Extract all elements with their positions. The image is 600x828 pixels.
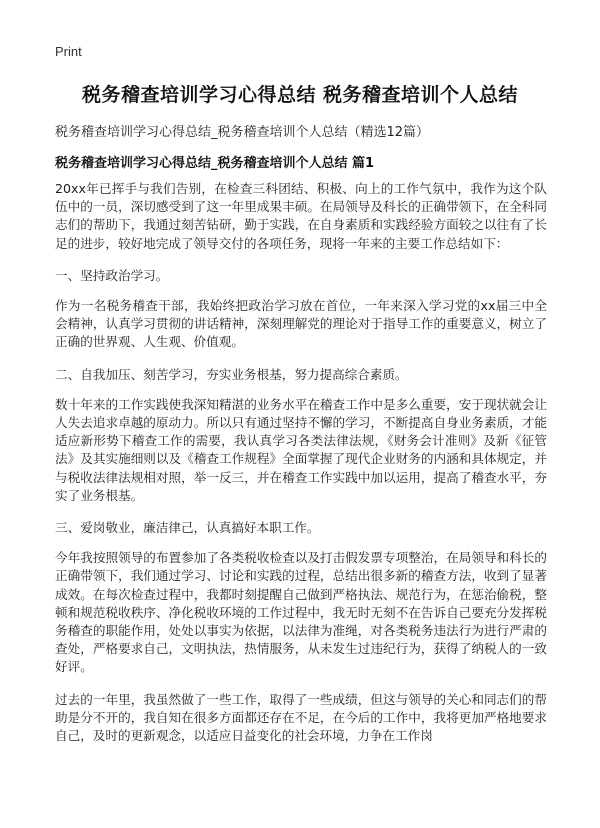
document-body [55, 180, 547, 759]
print-label[interactable]: Print [55, 44, 82, 59]
paragraph-business-study: 数十年来的工作实践使我深知精湛的业务水平在稽查工作中是多么重要，安于现状就会让人失去追求卓越的原动力。所以只有通过坚持不懈的学习，不断提高自身业务素质，才能适应新形势下稽查工作的需要，我认真学习各类法律法规，《财务会计准则》及新《征管法》及其实施细则以及《稽查工作规程》全面掌握了现代企业财务的内涵和具体规定，并与税收法律法规相对照，举一反三，并在稽查工作实践中加以运用，提高了稽查水平，夯实了业务根基。 [55, 396, 547, 503]
section-heading: 税务稽查培训学习心得总结_税务稽查培训个人总结 篇1 [55, 156, 375, 171]
paragraph-intro: 20xx年已挥手与我们告别，在检查三科团结、积极、向上的工作气氛中，我作为这个队伍中的一员，深切感受到了这一年里成果丰硕。在局领导及科长的正确带领下，在全科同志们的帮助下，我通过刻苦钻研，勤于实践，在自身素质和实践经验方面较之以往有了长足的进步，较好地完成了领导交付的各项任务，现将一年来的主要工作总结如下： [55, 181, 547, 251]
paragraph-political-study: 作为一名税务稽查干部，我始终把政治学习放在首位，一年来深入学习党的xx届三中全会精神，认真学习贯彻的讲话精神，深刻理解党的理论对于指导工作的重要意义，树立了正确的世界观、人生观、价值观。 [55, 298, 547, 350]
paragraph-duty: 今年我按照领导的布置参加了各类税收检查以及打击假发票专项整治，在局领导和科长的正确带领下，我们通过学习、讨论和实践的过程，总结出很多新的稽查方法，收到了显著成效。在每次检查过程中，我都时刻提醒自己做到严格执法、规范行为，在惩治偷税，整顿和规范税收秩序、净化税收环境的工作过程中，我无时无刻不在告诉自己要充分发挥税务稽查的职能作用，处处以事实为依据，以法律为准绳，对各类税务违法行为进行严肃的查处，严格要求自己，文明执法，热情服务，从未发生过违纪行为，获得了纳税人的一致好评。 [55, 550, 547, 675]
document-subtitle: 税务稽查培训学习心得总结_税务稽查培训个人总结（精选12篇） [55, 125, 430, 140]
document-title: 税务稽查培训学习心得总结 税务稽查培训个人总结 [81, 84, 519, 106]
paragraph-heading-1: 一、坚持政治学习。 [55, 267, 169, 283]
paragraph-conclusion: 过去的一年里，我虽然做了一些工作，取得了一些成绩，但这与领导的关心和同志们的帮助是分不开的，我自知在很多方面都还存在不足，在今后的工作中，我将更加严格地要求自己，及时的更新观念，以适应日益变化的社会环境，力争在工作岗 [55, 691, 547, 744]
paragraph-heading-2: 二、自我加压、刻苦学习，夯实业务根基，努力提高综合素质。 [55, 366, 408, 382]
paragraph-heading-3: 三、爱岗敬业，廉洁律己，认真搞好本职工作。 [55, 520, 320, 536]
